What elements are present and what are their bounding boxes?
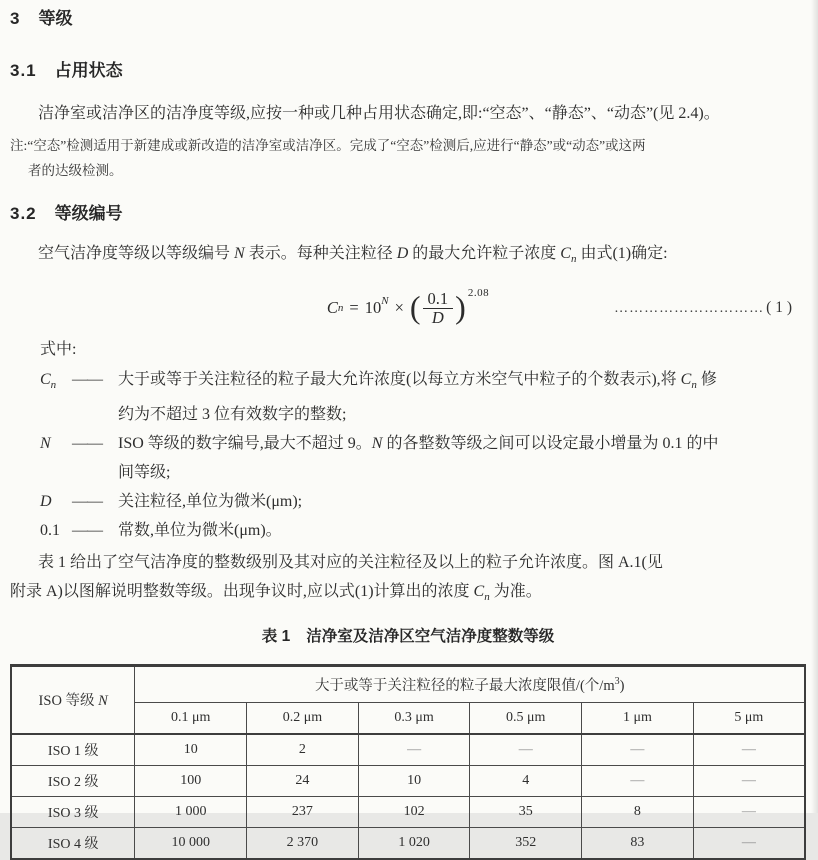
table-header-row-1	[11, 665, 805, 702]
table-cell: 10	[135, 734, 247, 766]
header-size-0-3um: 0.3 μm	[358, 702, 470, 734]
table-cell: 100	[135, 765, 247, 796]
text-run: ISO 等级的数字编号,最大不超过 9。	[118, 435, 372, 453]
superscript-3: 3	[614, 675, 620, 687]
table-cell: —	[358, 734, 470, 766]
definition-dash: ——	[72, 435, 102, 453]
occupancy-paragraph: 洁净室或洁净区的洁净度等级,应按一种或几种占用状态确定,即:“空态”、“静态”、“动态”(见 2.4)。	[38, 105, 720, 122]
section-3-2-heading	[10, 203, 806, 224]
note-line-1: 注:“空态”检测适用于新建成或新改造的洁净室或洁净区。完成了“空态”检测后,应进行“静态”或“动态”或这两	[10, 138, 646, 153]
table-intro-paragraph	[10, 548, 806, 612]
definition-term	[40, 429, 72, 487]
variable-D: D	[396, 245, 409, 262]
inline-variable-C: C	[680, 371, 692, 389]
text-run: 的各整数等级之间可以设定最小增量为 0.1 的中	[382, 435, 719, 453]
definition-text	[118, 429, 806, 487]
table-cell: 24	[247, 765, 359, 796]
definition-text: 关注粒径,单位为微米(μm);	[118, 493, 303, 511]
definition-text	[118, 365, 806, 429]
table-row-iso-2	[11, 765, 805, 796]
row-label: ISO 4 级	[11, 827, 135, 859]
definition-N	[40, 429, 806, 487]
classification-table	[10, 664, 806, 860]
text-run: ISO 等级	[38, 693, 99, 710]
section-3-1-heading	[10, 60, 806, 81]
dot-leaders: …………………………	[614, 301, 765, 317]
header-size-0-5um: 0.5 μm	[470, 702, 582, 734]
variable-N: N	[234, 245, 245, 262]
text-run: 修	[696, 371, 717, 389]
row-label: ISO 3 级	[11, 796, 135, 827]
where-label: 式中:	[40, 341, 77, 359]
text-run: 由式(1)确定:	[576, 245, 668, 262]
equation-1	[10, 282, 806, 334]
table-row-iso-4	[11, 827, 805, 859]
section-3-title: 等级	[38, 9, 73, 28]
section-3-2-title: 等级编号	[54, 204, 123, 223]
inline-variable-C: C	[473, 583, 485, 601]
table-cell: —	[470, 734, 582, 766]
table-cell: 4	[470, 765, 582, 796]
table-cell: —	[693, 796, 805, 827]
table-row-iso-3	[11, 796, 805, 827]
table-caption-label: 表 1	[261, 627, 291, 645]
formula-lhs: C	[326, 298, 338, 318]
definition-Cn	[40, 365, 806, 429]
formula-lhs-subscript: n	[337, 302, 344, 315]
term-C: C	[40, 371, 51, 389]
text-run: )	[619, 677, 625, 694]
definition-list	[40, 365, 806, 545]
definition-dash: ——	[72, 493, 102, 511]
equation-leader	[614, 299, 792, 317]
inline-variable-C-subscript: n	[691, 379, 697, 392]
definition-term: 0.1	[40, 522, 60, 540]
variable-C: C	[560, 245, 571, 262]
text-run: 间等级;	[118, 464, 171, 482]
formula-expression	[326, 287, 490, 327]
formula-outer-exponent: 2.08	[467, 287, 490, 300]
header-size-1um: 1 μm	[582, 702, 694, 734]
table-cell: —	[582, 734, 694, 766]
note-line-2: 者的达级检测。	[28, 163, 123, 178]
section-3-number: 3	[10, 9, 21, 28]
definition-text: 常数,单位为微米(μm)。	[118, 522, 282, 540]
text-run: 约为不超过 3 位有效数字的整数;	[118, 406, 347, 424]
multiply-sign: ×	[394, 298, 404, 318]
formula-exponent-N: N	[381, 295, 389, 308]
fraction-numerator: 0.1	[423, 290, 454, 309]
header-iso-class	[11, 665, 135, 734]
text-run: 表示。每种关注粒径	[244, 245, 397, 262]
table-caption-text: 洁净室及洁净区空气洁净度整数等级	[306, 627, 555, 645]
table-cell: —	[693, 827, 805, 859]
variable-C-subscript: n	[570, 253, 577, 266]
table-cell: 10	[358, 765, 470, 796]
table-cell: —	[582, 765, 694, 796]
right-paren: )	[455, 289, 466, 326]
left-paren: (	[409, 289, 421, 326]
text-run: 附录 A)以图解说明整数等级。出现争议时,应以式(1)计算出的浓度	[10, 583, 474, 601]
table-cell: 10 000	[135, 827, 247, 859]
class-number-paragraph	[10, 241, 806, 272]
definition-dash: ——	[72, 522, 102, 540]
definition-term	[40, 487, 72, 516]
definition-term	[40, 365, 72, 429]
table-cell: 2 370	[247, 827, 359, 859]
inline-variable-N: N	[371, 435, 383, 453]
inline-variable-C-subscript: n	[484, 591, 490, 604]
text-run: 为准。	[489, 583, 542, 601]
header-size-5um: 5 μm	[693, 702, 805, 734]
paragraph-line-1: 表 1 给出了空气洁净度的整数级别及其对应的关注粒径及以上的粒子允许浓度。图 A.1(见	[38, 554, 663, 572]
table-cell: —	[693, 765, 805, 796]
term-N: N	[40, 435, 51, 453]
table-cell: 1 020	[358, 827, 470, 859]
table-caption	[10, 627, 806, 647]
table-cell: 2	[247, 734, 359, 766]
table-cell: 1 000	[135, 796, 247, 827]
header-variable-N: N	[98, 693, 108, 710]
note-3-1	[10, 133, 806, 183]
paragraph-line-2	[10, 577, 806, 612]
term-D: D	[40, 493, 52, 511]
table-cell: —	[693, 734, 805, 766]
table-cell: 237	[247, 796, 359, 827]
equation-number: ( 1 )	[766, 299, 792, 317]
section-3-1-number: 3.1	[10, 61, 37, 80]
row-label: ISO 2 级	[11, 765, 135, 796]
definition-0-1	[40, 516, 806, 545]
table-cell: 35	[470, 796, 582, 827]
header-concentration-limit	[135, 665, 805, 702]
formula-base: 10	[364, 298, 382, 318]
equals-sign: =	[349, 298, 359, 318]
text-run: 的最大允许粒子浓度	[408, 245, 561, 262]
definition-dash: ——	[72, 371, 102, 389]
text-run: 空气洁净度等级以等级编号	[38, 245, 235, 262]
table-cell: 102	[358, 796, 470, 827]
fraction	[423, 290, 454, 327]
table-row-iso-1	[11, 734, 805, 766]
definition-D	[40, 487, 806, 516]
section-3-1-title: 占用状态	[54, 61, 123, 80]
table-cell: 83	[582, 827, 694, 859]
term-C-subscript: n	[50, 379, 57, 392]
section-3-2-number: 3.2	[10, 204, 37, 223]
table-cell: 8	[582, 796, 694, 827]
table-cell: 352	[470, 827, 582, 859]
row-label: ISO 1 级	[11, 734, 135, 766]
section-3-heading	[10, 8, 806, 29]
text-run: 大于或等于关注粒径的粒子最大允许浓度(以每立方米空气中粒子的个数表示),将	[118, 371, 681, 389]
header-size-0-1um: 0.1 μm	[135, 702, 247, 734]
fraction-denominator: D	[431, 307, 444, 327]
text-run: 大于或等于关注粒径的粒子最大浓度限值/(个/m	[314, 677, 615, 694]
header-size-0-2um: 0.2 μm	[247, 702, 359, 734]
